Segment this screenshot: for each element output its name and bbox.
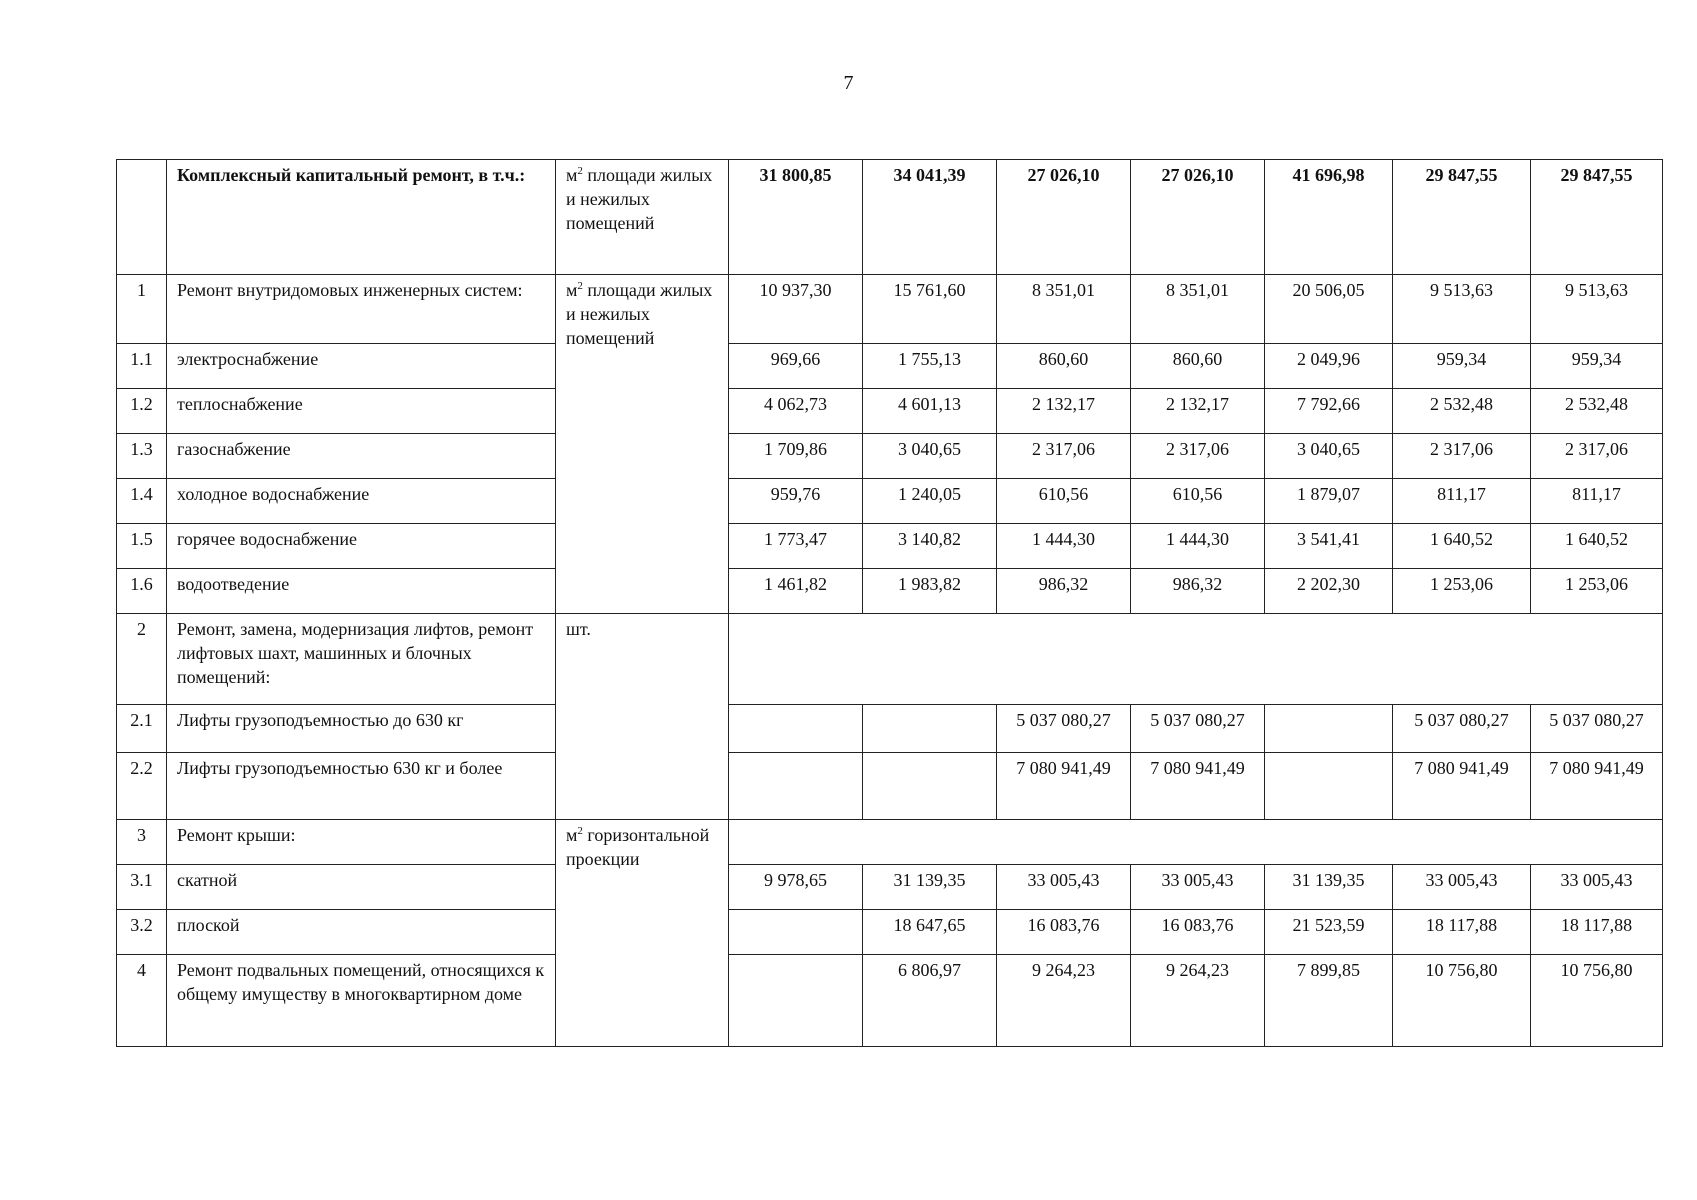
value-cell: 27 026,10 [1131,160,1265,275]
value-cell: 8 351,01 [997,275,1131,344]
value-cell: 2 317,06 [1531,434,1663,479]
value-cell: 860,60 [997,344,1131,389]
value-cell: 18 117,88 [1393,910,1531,955]
merged-empty-cell [729,614,1663,705]
value-cell: 3 541,41 [1265,524,1393,569]
value-cell: 1 253,06 [1393,569,1531,614]
merged-empty-cell [729,820,1663,865]
value-cell: 1 640,52 [1531,524,1663,569]
row-name: Ремонт подвальных помещений, относящихся к общему имуществу в многоквартирном доме [167,955,556,1047]
value-cell: 6 806,97 [863,955,997,1047]
row-name: водоотведение [167,569,556,614]
unit-cell-roof: $м^2$ горизонтальной проекции [556,820,729,1047]
value-cell: 7 080 941,49 [997,753,1131,820]
value-cell [1265,753,1393,820]
value-cell [729,955,863,1047]
value-cell: 10 937,30 [729,275,863,344]
value-cell: 29 847,55 [1531,160,1663,275]
value-cell: 986,32 [997,569,1131,614]
value-cell: 20 506,05 [1265,275,1393,344]
value-cell: 860,60 [1131,344,1265,389]
value-cell: 21 523,59 [1265,910,1393,955]
row-number: 2.2 [117,753,167,820]
value-cell [729,910,863,955]
table-row [117,275,1663,344]
row-number: 3 [117,820,167,865]
value-cell: 5 037 080,27 [997,705,1131,753]
value-cell: 5 037 080,27 [1131,705,1265,753]
value-cell: 2 317,06 [1131,434,1265,479]
value-cell: 959,34 [1531,344,1663,389]
value-cell: 5 037 080,27 [1393,705,1531,753]
value-cell: 29 847,55 [1393,160,1531,275]
value-cell: 33 005,43 [1531,865,1663,910]
value-cell: 34 041,39 [863,160,997,275]
value-cell: 15 761,60 [863,275,997,344]
value-cell: 811,17 [1393,479,1531,524]
value-cell: 1 444,30 [1131,524,1265,569]
value-cell: 2 049,96 [1265,344,1393,389]
table-row [117,705,1663,753]
row-name: Ремонт, замена, модернизация лифтов, ремонт лифтовых шахт, машинных и блочных помещений: [167,614,556,705]
value-cell: 9 513,63 [1393,275,1531,344]
value-cell: 3 140,82 [863,524,997,569]
value-cell: 1 240,05 [863,479,997,524]
row-name: теплоснабжение [167,389,556,434]
row-number: 3.2 [117,910,167,955]
value-cell: 969,66 [729,344,863,389]
row-name: Комплексный капитальный ремонт, в т.ч.: [167,160,556,275]
row-name: Лифты грузоподъемностью 630 кг и более [167,753,556,820]
value-cell: 33 005,43 [997,865,1131,910]
row-name: горячее водоснабжение [167,524,556,569]
value-cell: 10 756,80 [1531,955,1663,1047]
value-cell: 1 253,06 [1531,569,1663,614]
value-cell: 959,34 [1393,344,1531,389]
table-row [117,865,1663,910]
value-cell: 2 317,06 [1393,434,1531,479]
row-number: 1.3 [117,434,167,479]
value-cell: 7 080 941,49 [1393,753,1531,820]
table-row [117,614,1663,705]
table-row [117,524,1663,569]
value-cell: 33 005,43 [1393,865,1531,910]
value-cell: 1 640,52 [1393,524,1531,569]
value-cell: 2 202,30 [1265,569,1393,614]
row-name: электроснабжение [167,344,556,389]
value-cell: 2 532,48 [1393,389,1531,434]
row-name: Ремонт внутридомовых инженерных систем: [167,275,556,344]
repair-cost-table [116,159,1663,1047]
table-row [117,955,1663,1047]
value-cell [729,753,863,820]
value-cell: 16 083,76 [1131,910,1265,955]
value-cell: 4 062,73 [729,389,863,434]
row-name: Ремонт крыши: [167,820,556,865]
value-cell: 811,17 [1531,479,1663,524]
value-cell: 16 083,76 [997,910,1131,955]
value-cell: 7 080 941,49 [1131,753,1265,820]
value-cell: 2 317,06 [997,434,1131,479]
row-name: газоснабжение [167,434,556,479]
table-row [117,753,1663,820]
row-number: 1.2 [117,389,167,434]
value-cell: 31 139,35 [1265,865,1393,910]
value-cell: 4 601,13 [863,389,997,434]
value-cell: 41 696,98 [1265,160,1393,275]
value-cell: 1 755,13 [863,344,997,389]
row-number: 4 [117,955,167,1047]
value-cell: 9 513,63 [1531,275,1663,344]
value-cell: 610,56 [1131,479,1265,524]
value-cell: 27 026,10 [997,160,1131,275]
row-number: 1.6 [117,569,167,614]
value-cell: 1 709,86 [729,434,863,479]
table-row [117,344,1663,389]
row-number: 1.1 [117,344,167,389]
value-cell: 610,56 [997,479,1131,524]
table-row [117,434,1663,479]
table-row [117,910,1663,955]
unit-cell-engineering: $м^2$ площади жилых и нежилых помещений [556,275,729,614]
row-number [117,160,167,275]
value-cell: 2 132,17 [997,389,1131,434]
value-cell: 986,32 [1131,569,1265,614]
row-number: 1 [117,275,167,344]
value-cell: 959,76 [729,479,863,524]
value-cell [863,753,997,820]
value-cell: 7 080 941,49 [1531,753,1663,820]
row-name: Лифты грузоподъемностью до 630 кг [167,705,556,753]
value-cell: 1 983,82 [863,569,997,614]
value-cell: 9 264,23 [1131,955,1265,1047]
value-cell: 1 773,47 [729,524,863,569]
value-cell: 3 040,65 [863,434,997,479]
table-row [117,479,1663,524]
value-cell: 9 264,23 [997,955,1131,1047]
value-cell: 10 756,80 [1393,955,1531,1047]
page-number: 7 [843,72,854,94]
value-cell: 2 532,48 [1531,389,1663,434]
row-number: 2.1 [117,705,167,753]
value-cell: 18 647,65 [863,910,997,955]
table-row [117,569,1663,614]
row-name: скатной [167,865,556,910]
value-cell: 18 117,88 [1531,910,1663,955]
row-number: 2 [117,614,167,705]
value-cell: 7 792,66 [1265,389,1393,434]
row-number: 3.1 [117,865,167,910]
table-row [117,160,1663,275]
value-cell: 7 899,85 [1265,955,1393,1047]
value-cell: 1 879,07 [1265,479,1393,524]
row-number: 1.5 [117,524,167,569]
row-name: плоской [167,910,556,955]
unit-cell: $м^2$ площади жилых и нежилых помещений [556,160,729,275]
value-cell: 5 037 080,27 [1531,705,1663,753]
row-name: холодное водоснабжение [167,479,556,524]
value-cell: 2 132,17 [1131,389,1265,434]
table-row [117,820,1663,865]
value-cell: 1 461,82 [729,569,863,614]
value-cell: 31 800,85 [729,160,863,275]
value-cell [729,705,863,753]
value-cell [863,705,997,753]
unit-cell-lifts: шт. [556,614,729,820]
value-cell: 33 005,43 [1131,865,1265,910]
table-row [117,389,1663,434]
value-cell: 31 139,35 [863,865,997,910]
value-cell: 8 351,01 [1131,275,1265,344]
value-cell: 3 040,65 [1265,434,1393,479]
value-cell: 1 444,30 [997,524,1131,569]
row-number: 1.4 [117,479,167,524]
value-cell: 9 978,65 [729,865,863,910]
value-cell [1265,705,1393,753]
